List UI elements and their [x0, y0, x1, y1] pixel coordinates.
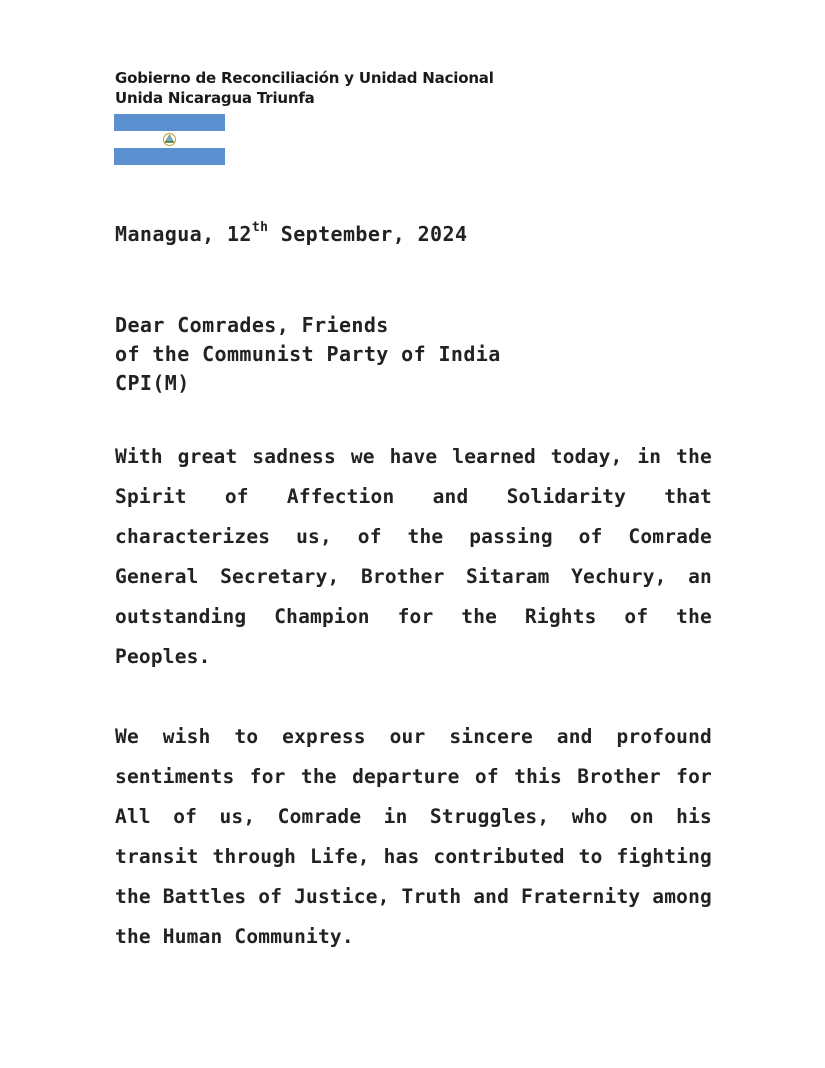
- letterhead-slogan: Unida Nicaragua Triunfa: [115, 89, 315, 107]
- body-paragraph-2: We wish to express our sincere and profound sentiments for the departure of this Brother for All of us, Comrade in Struggles, who on his transit through Life, has contributed to fighting the Battles of Justice, Truth and Fraternity among the Human Community.: [115, 725, 712, 948]
- salutation-line-3: CPI(M): [115, 371, 190, 395]
- letter-date: [115, 222, 467, 246]
- salutation-line-2: of the Communist Party of India: [115, 342, 501, 366]
- nicaragua-flag-icon: [114, 114, 225, 165]
- date-ordinal-suffix: th: [251, 220, 269, 236]
- salutation: [115, 311, 501, 398]
- salutation-line-1: Dear Comrades, Friends: [115, 313, 389, 337]
- flag-stripe-top: [114, 114, 225, 131]
- letterhead: [115, 68, 494, 108]
- letterhead-government-name: Gobierno de Reconciliación y Unidad Nacional: [115, 69, 494, 87]
- flag-stripe-bottom: [114, 148, 225, 165]
- body-paragraph-1: With great sadness we have learned today, in the Spirit of Affection and Solidarity that characterizes us, of the passing of Comrade General Secretary, Brother Sitaram Yechury, an outstanding Champion for the Rights of the Peoples.: [115, 445, 712, 668]
- date-day: Managua, 12: [115, 222, 252, 246]
- date-month-year: September, 2024: [268, 222, 468, 246]
